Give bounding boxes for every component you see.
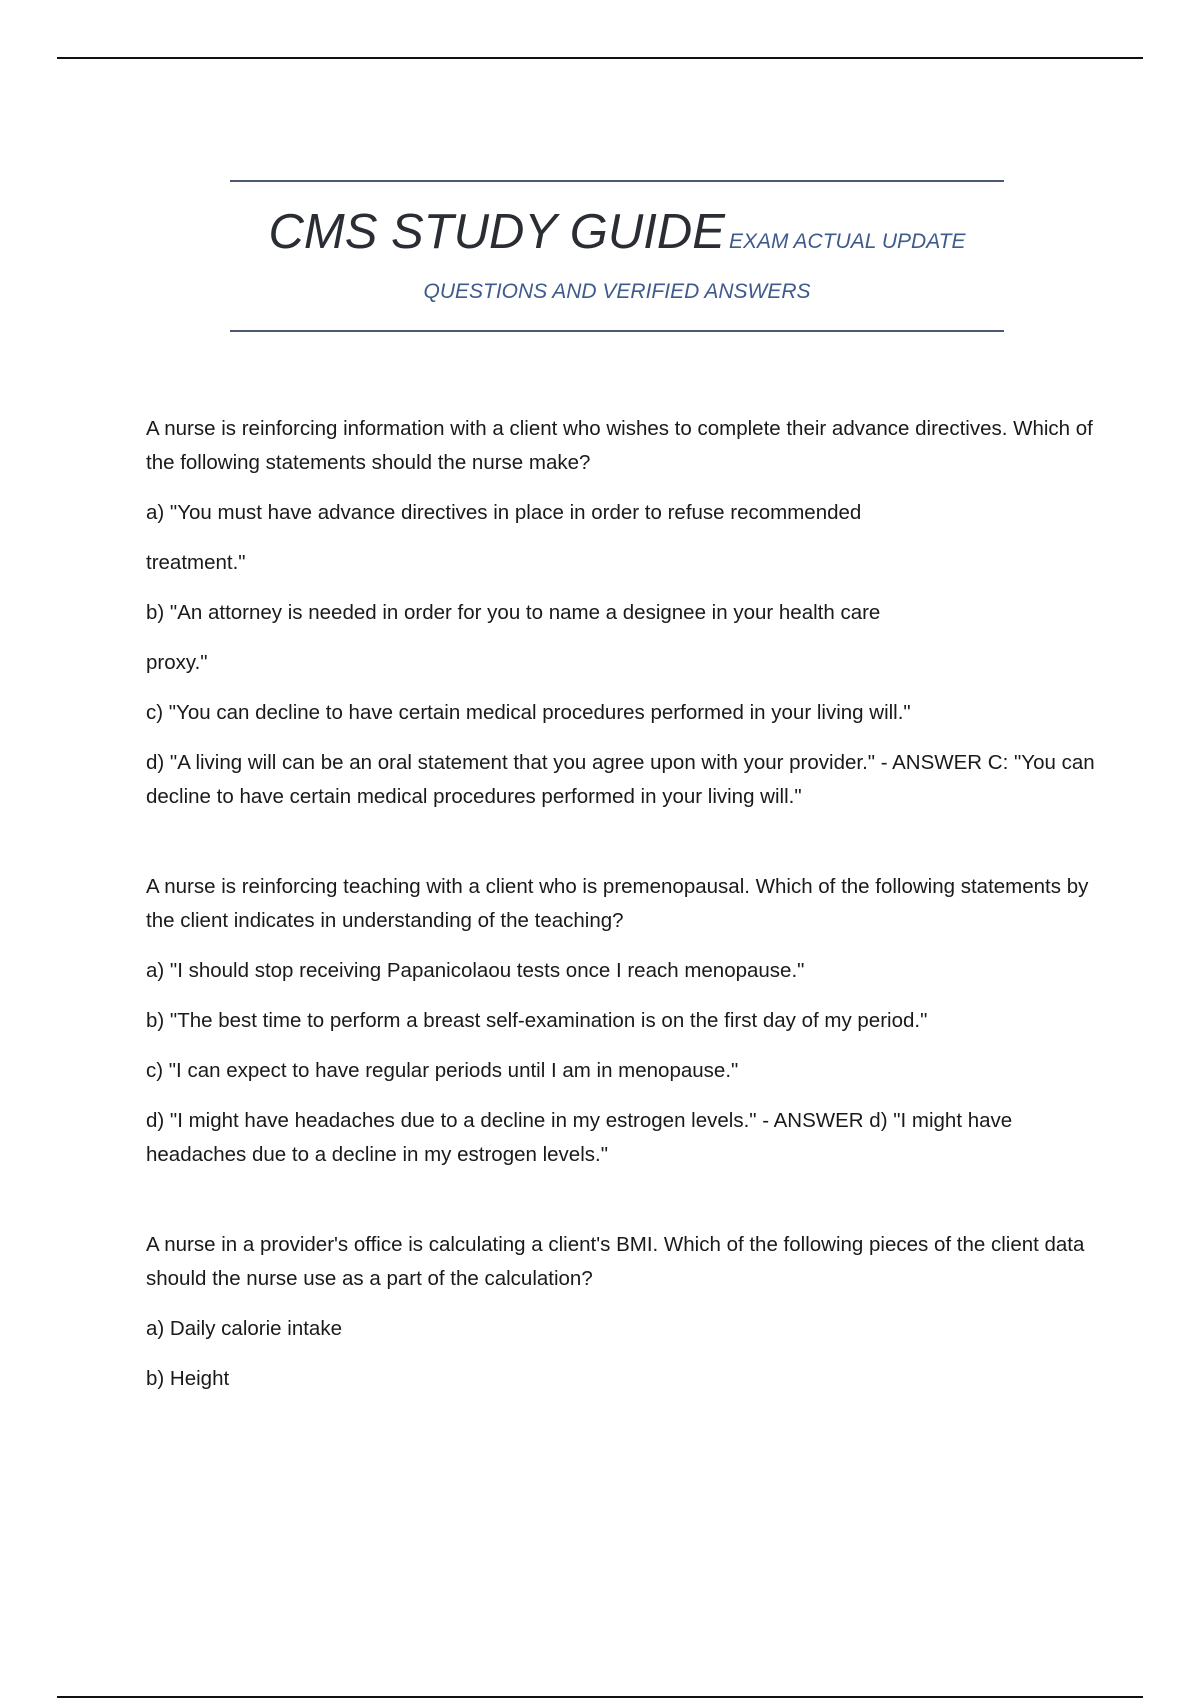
question-option-answer: d) "A living will can be an oral statement that you agree upon with your provider." - ANSWER C: "You can decline to have certain medical procedures performed in your living will." xyxy=(146,751,1095,808)
page-subtitle: QUESTIONS AND VERIFIED ANSWERS xyxy=(423,280,811,303)
question-option: a) "I should stop receiving Papanicolaou tests once I reach menopause." xyxy=(146,959,805,982)
question-option: proxy." xyxy=(146,651,208,674)
question-option: c) "I can expect to have regular periods until I am in menopause." xyxy=(146,1059,739,1082)
question-option: a) "You must have advance directives in place in order to refuse recommended xyxy=(146,501,862,524)
question-stem: A nurse in a provider's office is calculating a client's BMI. Which of the following pieces of the client data should the nurse use as a part of the calculation? xyxy=(146,1233,1085,1290)
question-3 xyxy=(146,1228,1106,1396)
page-bottom-rule xyxy=(57,1696,1143,1698)
title-line xyxy=(230,204,1004,272)
question-stem: A nurse is reinforcing teaching with a client who is premenopausal. Which of the following statements by the client indicates in understanding of the teaching? xyxy=(146,875,1089,932)
page-top-rule xyxy=(57,57,1143,59)
title-block xyxy=(230,180,1004,332)
title-bottom-rule xyxy=(230,330,1004,332)
question-option: a) Daily calorie intake xyxy=(146,1317,342,1340)
question-stem: A nurse is reinforcing information with a client who wishes to complete their advance directives. Which of the following statements should the nurse make? xyxy=(146,417,1093,474)
question-1 xyxy=(146,412,1106,814)
question-list xyxy=(146,412,1106,1452)
question-option: c) "You can decline to have certain medical procedures performed in your living will." xyxy=(146,701,911,724)
question-option-answer: d) "I might have headaches due to a decline in my estrogen levels." - ANSWER d) "I might have headaches due to a decline in my estrogen levels." xyxy=(146,1109,1013,1166)
question-option: treatment." xyxy=(146,551,246,574)
page-title: CMS STUDY GUIDE xyxy=(268,205,725,259)
page-subtitle-inline: EXAM ACTUAL UPDATE xyxy=(728,230,966,253)
title-top-rule xyxy=(230,180,1004,182)
question-2 xyxy=(146,870,1106,1172)
question-option: b) "The best time to perform a breast self-examination is on the first day of my period." xyxy=(146,1009,928,1032)
question-option: b) Height xyxy=(146,1367,230,1390)
question-option: b) "An attorney is needed in order for you to name a designee in your health care xyxy=(146,601,881,624)
